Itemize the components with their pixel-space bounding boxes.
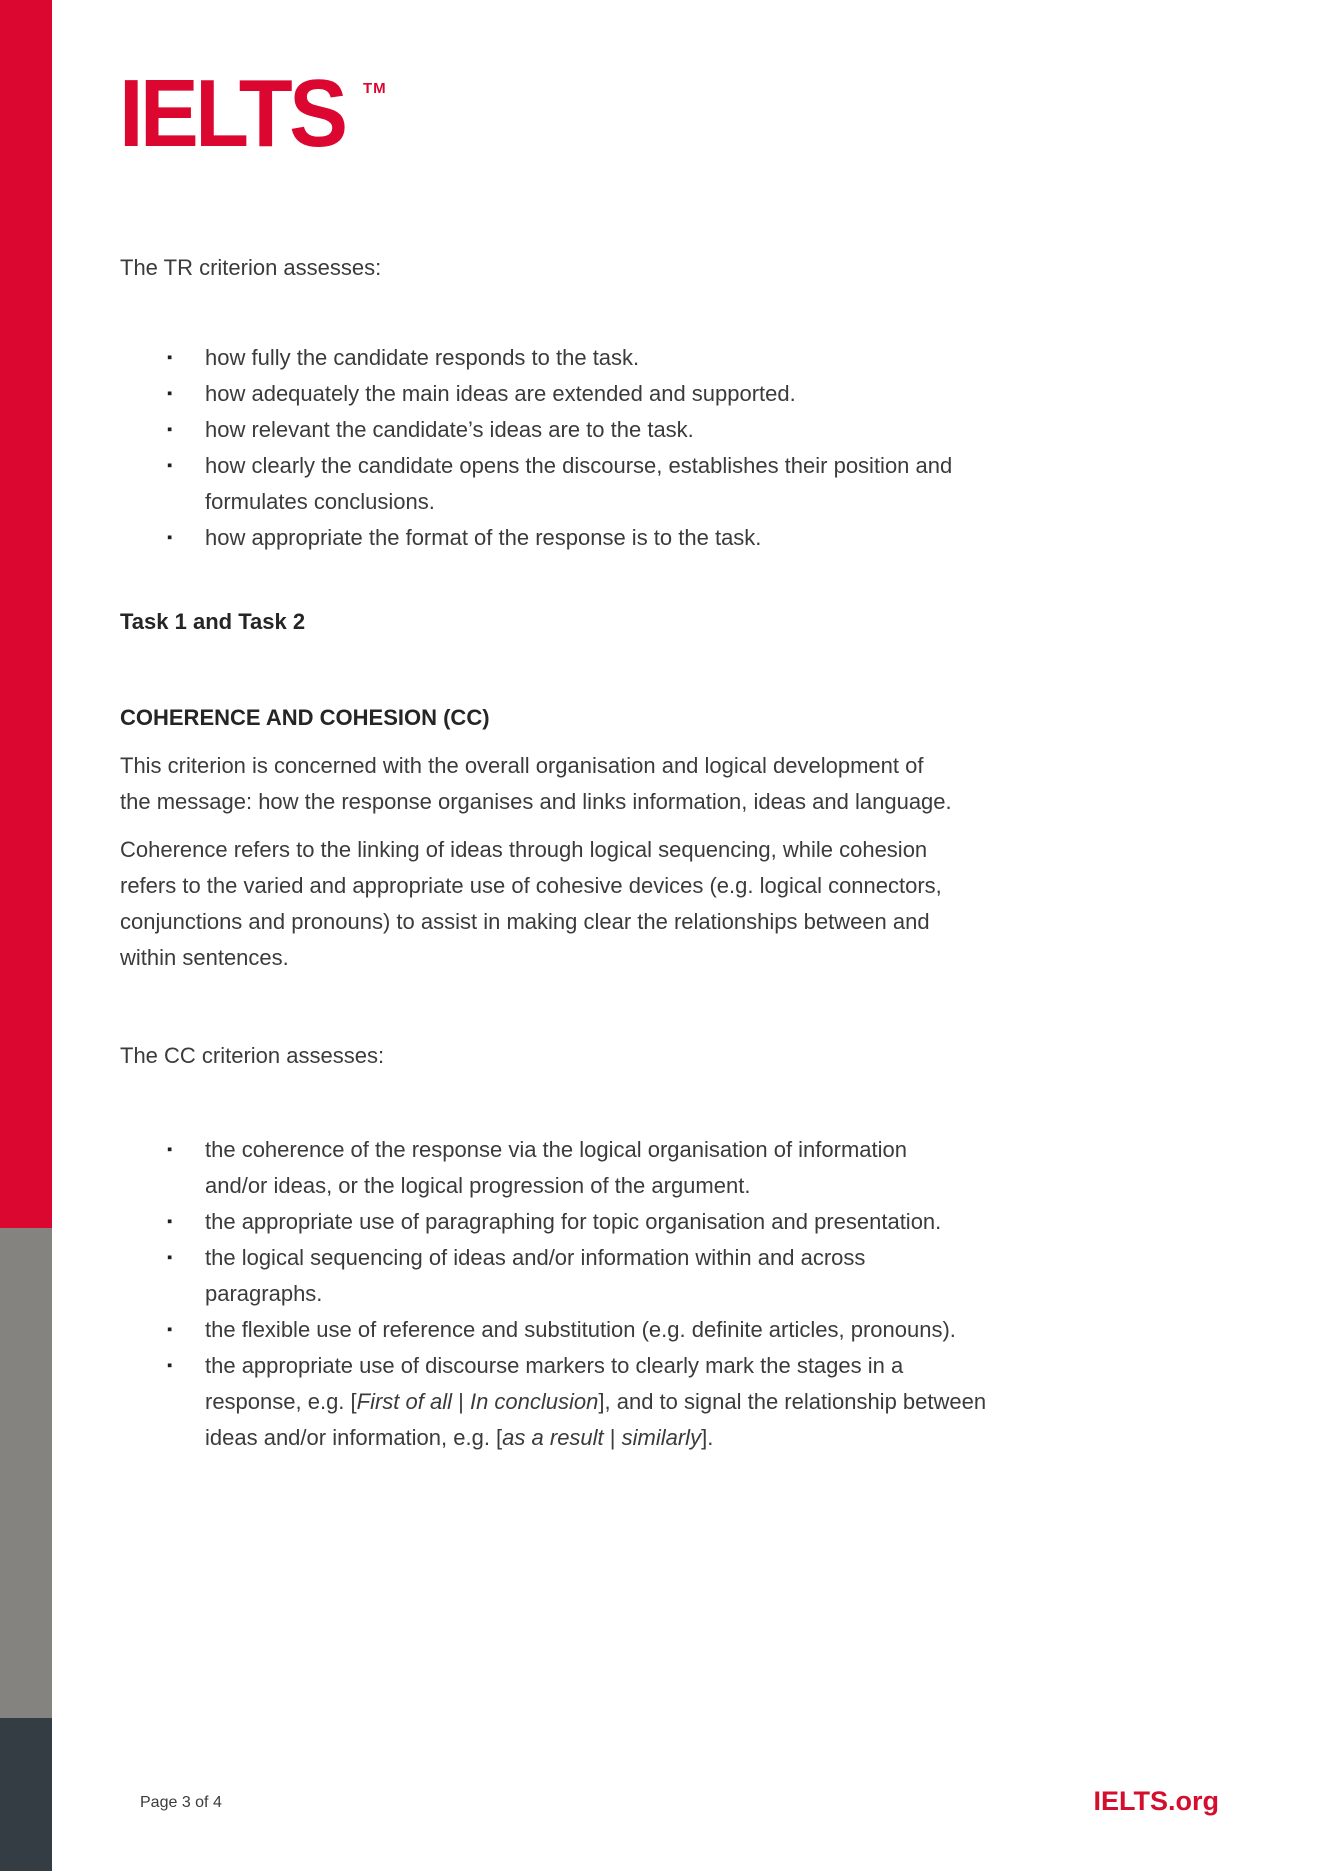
list-item: [120, 1240, 1215, 1312]
list-item-text: how fully the candidate responds to the task.: [205, 345, 640, 370]
bullet-marker: ▪: [167, 421, 173, 438]
bullet-marker: ▪: [167, 1213, 173, 1230]
list-item: [120, 412, 1215, 448]
bullet-marker: ▪: [167, 1357, 173, 1374]
italic-example-text: In conclusion: [469, 1389, 599, 1414]
list-item: [120, 376, 1215, 412]
paragraph-text: This criterion is concerned with the overall organisation and logical development of the message: how the response organises and links information, ideas and language.: [120, 753, 952, 814]
list-item: [120, 1204, 1215, 1240]
list-item-text: how clearly the candidate opens the discourse, establishes their position and formulates conclusions.: [205, 453, 953, 514]
list-item: [120, 1348, 1215, 1456]
ielts-logo: [119, 60, 387, 167]
paragraph-text: Coherence refers to the linking of ideas through logical sequencing, while cohesion refers to the varied and appropriate use of cohesive devices (e.g. logical connectors, conjunctions and pronouns) to assist in making clear the relationships between and within sentences.: [120, 837, 942, 970]
page-number: Page 3 of 4: [140, 1794, 222, 1811]
bullet-marker: ▪: [167, 1141, 173, 1158]
accent-bar-red-segment: [0, 0, 52, 1228]
list-item-text: how appropriate the format of the response is to the task.: [205, 525, 762, 550]
list-item-text: the appropriate use of discourse markers to clearly mark the stages in a response, e.g. [First of all | In conclusion], and to signal the relationship between ideas and/or information, e.g. [as a result | similarly].: [205, 1353, 987, 1450]
ielts-org-footer-link: IELTS.org: [1093, 1786, 1219, 1816]
list-item-text: the coherence of the response via the logical organisation of information and/or ideas, or the logical progression of the argument.: [205, 1137, 907, 1198]
list-item: [120, 520, 1215, 556]
bullet-marker: ▪: [167, 385, 173, 402]
trademark-symbol: TM: [363, 80, 387, 97]
list-item: [120, 448, 1215, 520]
cc-criterion-bullet-list: [120, 1132, 1215, 1456]
italic-example-text: as a result: [502, 1425, 604, 1450]
bullet-marker: ▪: [167, 529, 173, 546]
list-item: [120, 340, 1215, 376]
cc-description-paragraph-2: [120, 832, 1215, 976]
tr-criterion-intro: The TR criterion assesses:: [120, 255, 382, 280]
ielts-logo-wordmark: IELTS: [119, 60, 345, 167]
bullet-marker: ▪: [167, 457, 173, 474]
list-item: [120, 1312, 1215, 1348]
list-item-text: the flexible use of reference and substitution (e.g. definite articles, pronouns).: [205, 1317, 956, 1342]
task-section-heading: Task 1 and Task 2: [120, 609, 306, 634]
cc-criterion-intro: The CC criterion assesses:: [120, 1043, 385, 1068]
list-item-text: how adequately the main ideas are extended and supported.: [205, 381, 796, 406]
bullet-marker: ▪: [167, 1321, 173, 1338]
bullet-marker: ▪: [167, 349, 173, 366]
accent-bar-dark-segment: [0, 1718, 52, 1871]
left-accent-bar: [0, 0, 52, 1871]
bullet-marker: ▪: [167, 1249, 173, 1266]
cc-description-paragraph-1: [120, 748, 1215, 820]
list-item-text: how relevant the candidate’s ideas are to the task.: [205, 417, 694, 442]
italic-example-text: First of all: [356, 1389, 453, 1414]
tr-criterion-bullet-list: [120, 340, 1215, 556]
list-item: [120, 1132, 1215, 1204]
italic-example-text: similarly: [621, 1425, 702, 1450]
list-item-text: the appropriate use of paragraphing for topic organisation and presentation.: [205, 1209, 942, 1234]
accent-bar-gray-segment: [0, 1228, 52, 1718]
coherence-cohesion-heading: COHERENCE AND COHESION (CC): [120, 705, 490, 730]
list-item-text: the logical sequencing of ideas and/or information within and across paragraphs.: [205, 1245, 866, 1306]
